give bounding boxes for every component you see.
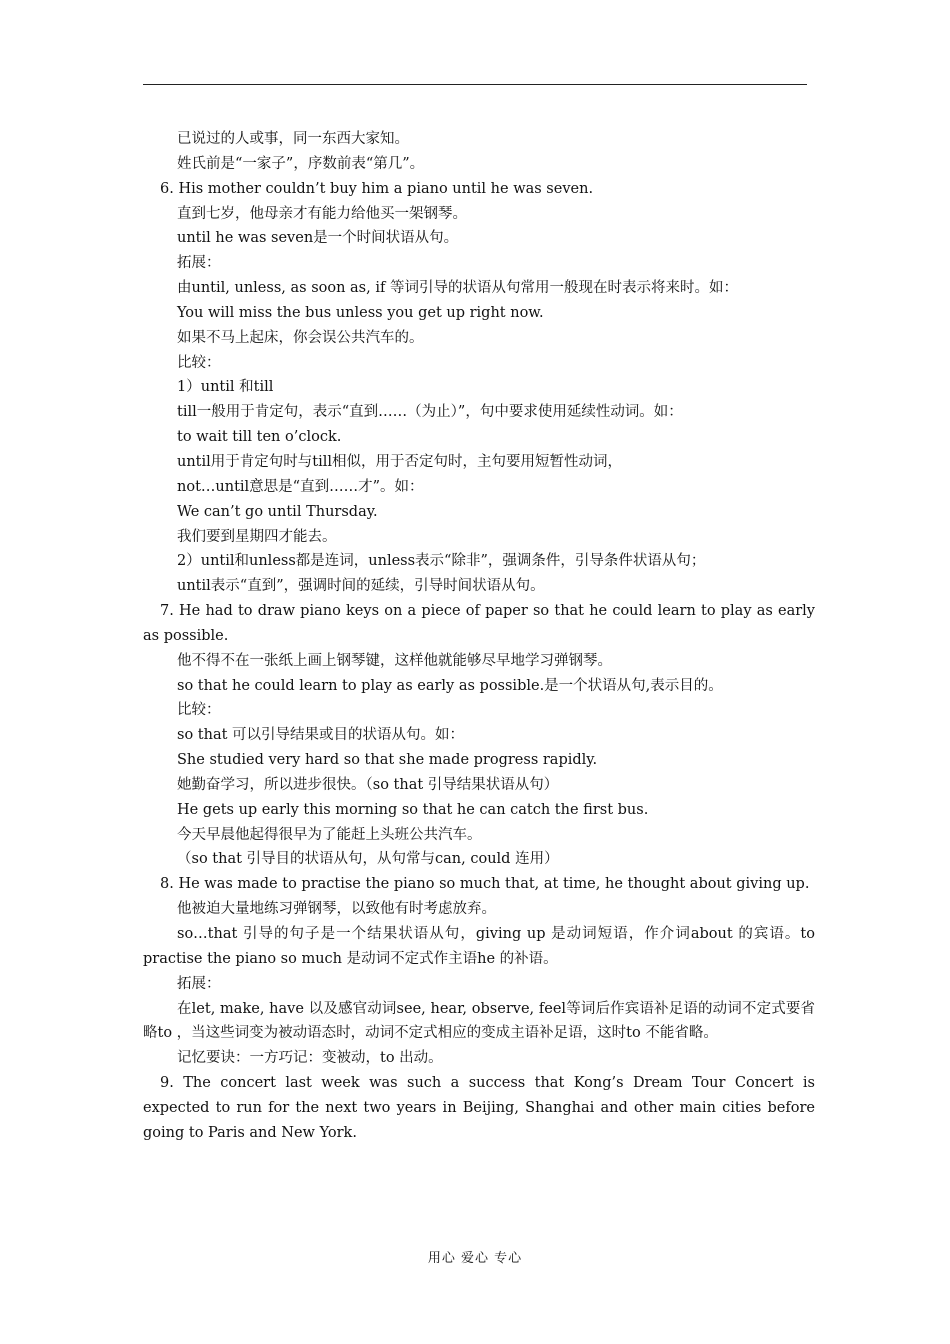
text-line: 如果不马上起床，你会误公共汽车的。: [177, 329, 424, 346]
example-sentence: to wait till ten o’clock.: [177, 429, 342, 446]
text-line: 记忆要诀：一方巧记：变被动，to 出动。: [177, 1050, 443, 1067]
text-line: until he was seven是一个时间状语从句。: [177, 230, 459, 247]
text-line: 拓展：: [177, 975, 221, 992]
example-sentence: We can’t go until Thursday.: [177, 503, 378, 520]
text-line: 直到七岁，他母亲才有能力给他买一架钢琴。: [177, 205, 467, 222]
text-line: so that he could learn to play as early as possible.是一个状语从句,表示目的。: [177, 677, 723, 694]
text-paragraph: 在let, make, have 以及感官动词see, hear, observe, feel等词后作宾语补足语的动词不定式要省略to ，当这些词变为被动语态时，动词不定式相应的变成主语补足语，这时to 不能省略。: [143, 1000, 815, 1042]
page-footer: 用心 爱心 专心: [427, 1251, 523, 1266]
text-line: until表示“直到”，强调时间的延续，引导时间状语从句。: [177, 578, 545, 595]
text-line: 我们要到星期四才能去。: [177, 528, 337, 545]
text-line: not…until意思是“直到……才”。如：: [177, 478, 424, 495]
numbered-sentence-7: 7. He had to draw piano keys on a piece of paper so that he could learn to play as early as possible.: [143, 603, 815, 644]
text-line: 2）until和unless都是连词，unless表示“除非”，强调条件，引导条件状语从句；: [177, 553, 706, 570]
header-rule: [143, 84, 807, 85]
text-line: till一般用于肯定句，表示“直到……（为止）”，句中要求使用延续性动词。如：: [177, 404, 683, 421]
text-line: 姓氏前是“一家子”，序数前表“第几”。: [177, 155, 425, 172]
text-line: 已说过的人或事，同一东西大家知。: [177, 131, 409, 147]
text-line: 他不得不在一张纸上画上钢琴键，这样他就能够尽早地学习弹钢琴。: [177, 652, 612, 669]
document-body: [143, 127, 815, 1146]
text-paragraph: so…that 引导的句子是一个结果状语从句，giving up 是动词短语，作介词about 的宾语。to practise the piano so much 是动词不定式作主语he 的补语。: [143, 926, 815, 967]
text-line: until用于肯定句时与till相似，用于否定句时，主句要用短暂性动词，: [177, 453, 623, 470]
text-line: 今天早晨他起得很早为了能赶上头班公共汽车。: [177, 826, 482, 843]
text-line: so that 可以引导结果或目的状语从句。如：: [177, 727, 465, 744]
example-sentence: She studied very hard so that she made progress rapidly.: [177, 752, 598, 769]
numbered-sentence-9: 9. The concert last week was such a success that Kong’s Dream Tour Concert is expected to run for the next two years in Beijing, Shanghai and other main cities before going to Paris and New York.: [143, 1075, 815, 1141]
numbered-sentence-6: 6. His mother couldn’t buy him a piano until he was seven.: [160, 180, 594, 197]
text-line: 比较：: [177, 354, 221, 371]
text-paragraph: 由until, unless, as soon as, if 等词引导的状语从句常用一般现在时表示将来时。如：: [177, 280, 738, 297]
text-line: （so that 引导目的状语从句，从句常与can, could 连用）: [177, 851, 559, 868]
text-line: 比较：: [177, 702, 221, 719]
text-line: 1）until 和till: [177, 379, 274, 396]
text-line: 她勤奋学习，所以进步很快。（so that 引导结果状语从句）: [177, 776, 559, 793]
example-sentence: He gets up early this morning so that he can catch the first bus.: [177, 801, 649, 818]
text-line: 他被迫大量地练习弹钢琴，以致他有时考虑放弃。: [177, 901, 496, 918]
numbered-sentence-8: 8. He was made to practise the piano so much that, at time, he thought about giving up.: [160, 876, 810, 893]
example-sentence: You will miss the bus unless you get up right now.: [177, 304, 544, 321]
text-line: 拓展：: [177, 255, 221, 272]
